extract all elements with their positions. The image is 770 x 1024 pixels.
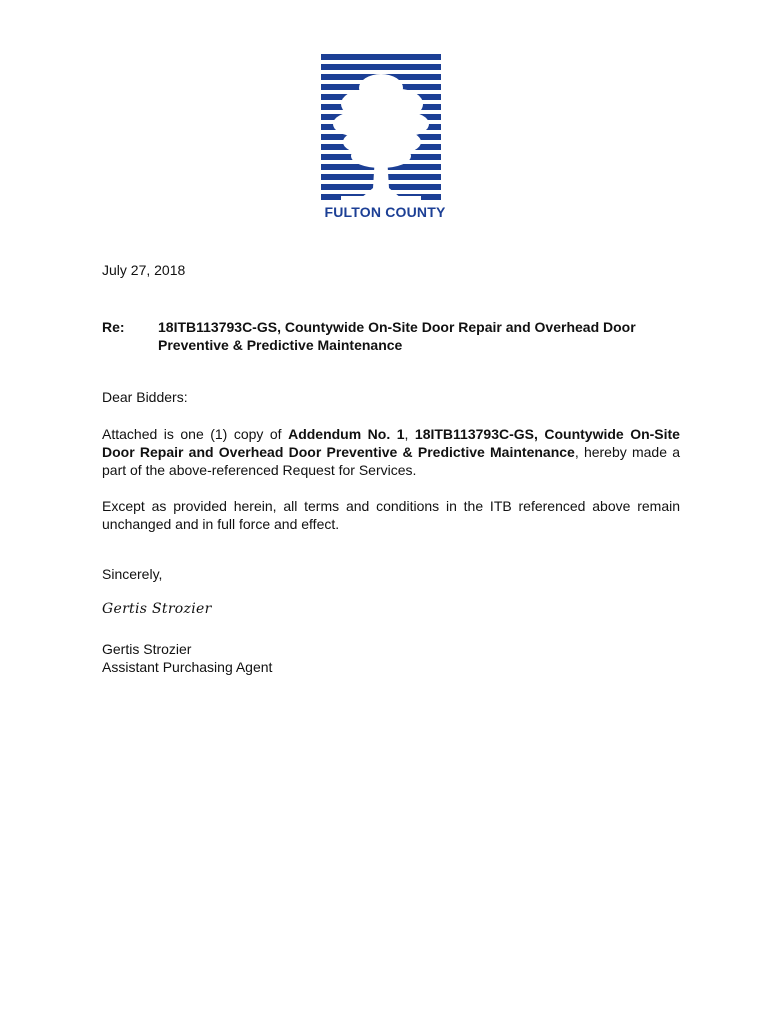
paragraph1-prefix: Attached is one (1) copy of — [102, 426, 289, 442]
signature: Gertis Strozier — [102, 601, 212, 617]
signer-name: Gertis Strozier — [102, 641, 192, 657]
logo-caption: FULTON COUNTY — [324, 204, 446, 220]
letter-date: July 27, 2018 — [102, 262, 186, 278]
paragraph1-suffix: , hereby made a part of the above-referenced Request for Services. — [102, 444, 681, 478]
fulton-county-tree-logo — [317, 48, 445, 206]
itb-title: 18ITB113793C-GS, Countywide On-Site Door Repair and Overhead Door Preventive & Predictive Maintenance — [102, 426, 680, 460]
closing: Sincerely, — [102, 566, 163, 582]
terms-paragraph: Except as provided herein, all terms and conditions in the ITB referenced above remain unchanged and in full force and effect. — [102, 498, 680, 532]
addendum-number: Addendum No. 1 — [288, 426, 405, 442]
re-subject: 18ITB113793C-GS, Countywide On-Site Door Repair and Overhead Door Preventive & Predictive Maintenance — [158, 319, 636, 353]
paragraph1-separator: , — [404, 426, 415, 442]
salutation: Dear Bidders: — [102, 389, 188, 405]
re-label: Re: — [102, 319, 125, 335]
addendum-paragraph — [102, 425, 680, 479]
signer-title: Assistant Purchasing Agent — [102, 659, 273, 675]
